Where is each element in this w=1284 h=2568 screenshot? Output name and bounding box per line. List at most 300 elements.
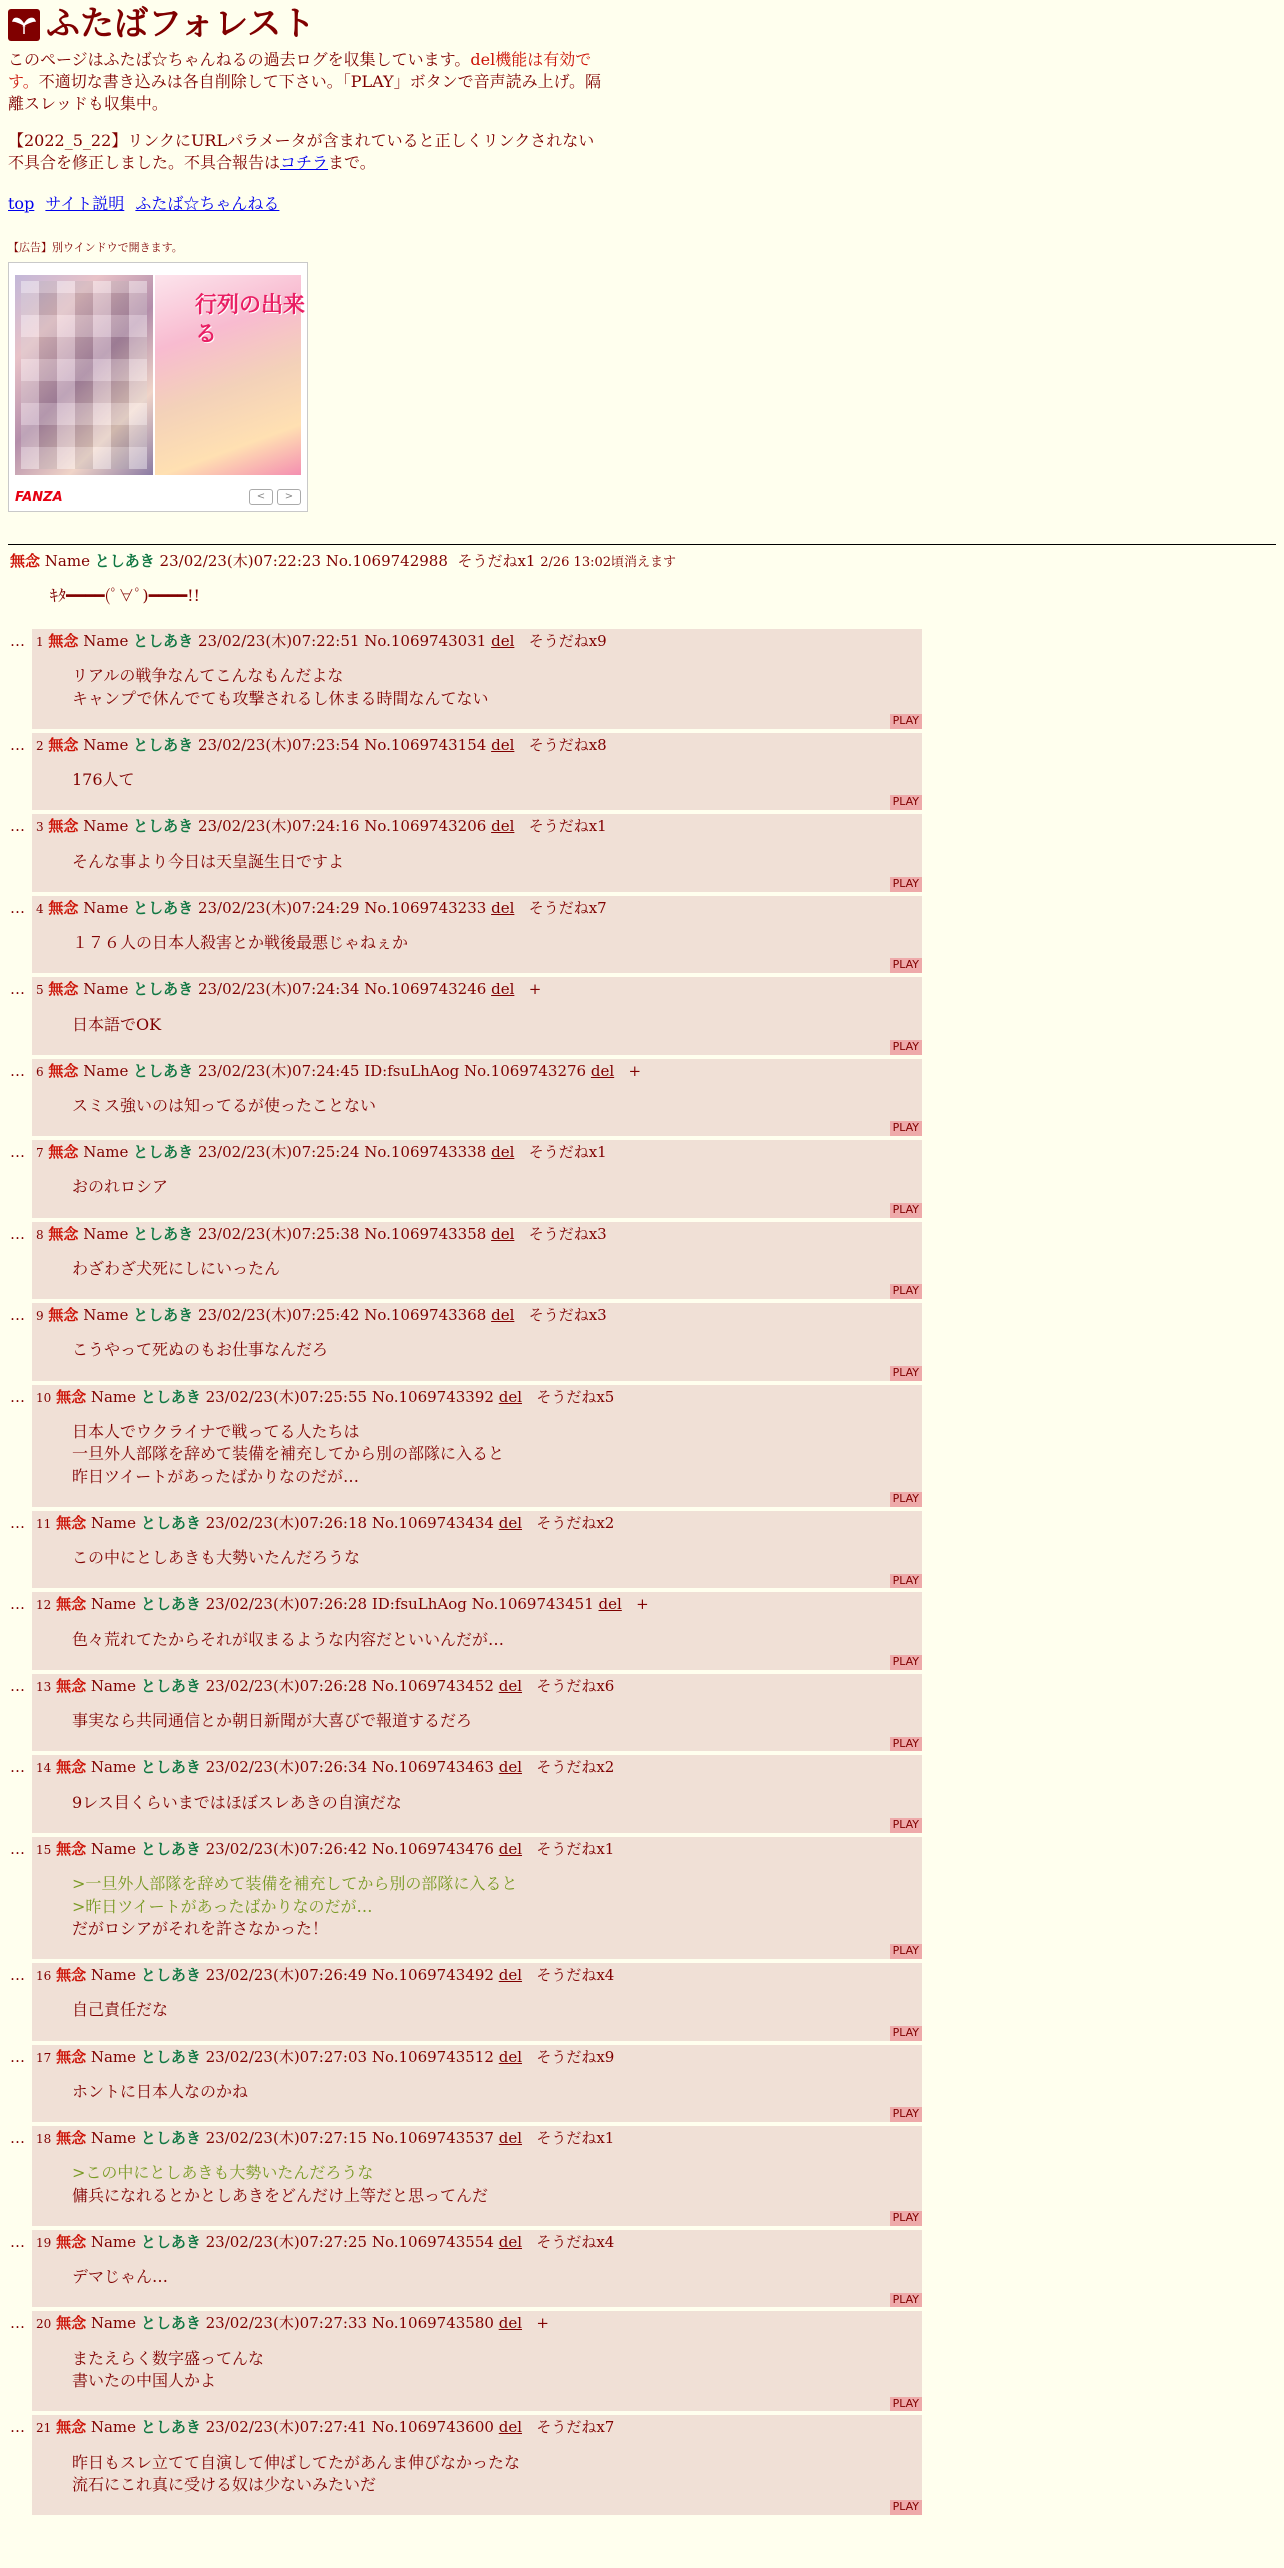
body-line: 日本語でOK [72, 1014, 162, 1034]
reply-header [36, 1387, 922, 1407]
reply-name: としあき [133, 631, 194, 650]
reply [32, 2230, 922, 2307]
reply-header [36, 735, 922, 755]
report-link[interactable]: コチラ [280, 152, 329, 172]
body-line: こうやって死ぬのもお仕事なんだろ [72, 1340, 329, 1360]
op-name-label: Name [44, 551, 90, 570]
reply [32, 896, 922, 973]
reply-body [72, 665, 922, 710]
soudane-button[interactable]: そうだねx2 [536, 1758, 615, 1777]
nav-links [8, 193, 1276, 215]
reply-header [36, 1513, 922, 1533]
reply-datetime: 23/02/23(木)07:25:38 [197, 1224, 360, 1243]
ad-banner[interactable] [8, 262, 308, 512]
reply-number[interactable]: No.1069743476 [371, 1839, 494, 1858]
soudane-button[interactable]: そうだねx3 [528, 1306, 607, 1325]
reply-header [36, 898, 922, 918]
reply-row [10, 1837, 1284, 1959]
reply-index: 19 [36, 2236, 52, 2250]
reply-row [10, 814, 1284, 891]
quote-line: >一旦外人部隊を辞めて装備を補充してから別の部隊に入ると [72, 1874, 518, 1894]
reply [32, 1140, 922, 1217]
op-body: ｷﾀ━━━━(ﾟ∀ﾟ)━━━━!! [50, 586, 200, 606]
op-datetime: 23/02/23(木)07:22:23 [159, 551, 321, 570]
reply-row [10, 2045, 1284, 2122]
reply-dots: … [10, 631, 25, 650]
body-line: 傭兵になれるとかとしあきをどんだけ上等だと思ってんだ [72, 2185, 489, 2205]
play-button[interactable]: PLAY [890, 1574, 922, 1589]
reply [32, 733, 922, 810]
reply-number[interactable]: No.1069743276 [464, 1061, 587, 1080]
play-button[interactable]: PLAY [890, 1366, 922, 1381]
reply-number[interactable]: No.1069743554 [371, 2233, 494, 2251]
soudane-button[interactable]: + [636, 1595, 649, 1614]
reply-subject: 無念 [48, 1306, 79, 1325]
reply-number[interactable]: No.1069743392 [371, 1387, 494, 1406]
play-wrap [36, 1040, 922, 1055]
reply-datetime: 23/02/23(木)07:25:42 [197, 1306, 360, 1325]
reply-number[interactable]: No.1069743154 [364, 735, 487, 754]
reply-row [10, 977, 1284, 1054]
reply-body [72, 1095, 922, 1117]
reply-name: としあき [140, 2047, 201, 2066]
reply-row [10, 1385, 1284, 1507]
reply-number[interactable]: No.1069743537 [371, 2129, 494, 2148]
reply-subject: 無念 [56, 2418, 87, 2437]
del-link[interactable]: del [498, 1387, 523, 1406]
reply-name-label: Name [90, 2129, 137, 2148]
soudane-button[interactable]: そうだねx9 [528, 631, 607, 650]
del-link[interactable]: del [498, 2314, 523, 2333]
play-wrap [36, 2293, 922, 2308]
op-expire: 2/26 13:02頃消えます [540, 554, 677, 570]
reply-name-label: Name [90, 2418, 137, 2437]
reply [32, 2415, 922, 2515]
play-wrap [36, 1492, 922, 1507]
del-link[interactable]: del [491, 898, 515, 917]
bugfix-notice [8, 130, 608, 173]
play-button[interactable]: PLAY [890, 2397, 922, 2412]
reply-number[interactable]: No.1069743031 [364, 631, 487, 650]
reply-datetime: 23/02/23(木)07:22:51 [197, 631, 360, 650]
reply-row [10, 733, 1284, 810]
reply-index: 4 [36, 901, 44, 916]
reply-dots: … [10, 1061, 25, 1080]
del-link[interactable]: del [590, 1061, 615, 1080]
op-header [10, 551, 1284, 572]
play-button[interactable]: PLAY [890, 1492, 922, 1507]
body-line: 事実なら共同通信とか朝日新聞が大喜びで報道するだろ [72, 1711, 473, 1731]
reply-id: ID:fsuLhAog [364, 1061, 460, 1080]
reply-subject: 無念 [48, 1224, 79, 1243]
reply-dots: … [10, 817, 25, 836]
reply-body [72, 1258, 922, 1280]
del-link[interactable]: del [498, 2233, 523, 2251]
reply [32, 1303, 922, 1380]
reply-body [72, 932, 922, 954]
reply-row [10, 1674, 1284, 1751]
reply-number[interactable]: No.1069743434 [371, 1513, 494, 1532]
soudane-button[interactable]: そうだねx7 [528, 898, 607, 917]
soudane-button[interactable]: そうだねx1 [536, 2129, 615, 2148]
reply-dots: … [10, 735, 25, 754]
reply-name: としあき [140, 1676, 201, 1695]
play-button[interactable]: PLAY [890, 1818, 922, 1833]
reply-name: としあき [133, 1061, 194, 1080]
body-line: 176人て [72, 770, 135, 790]
play-button[interactable]: PLAY [890, 1944, 922, 1959]
reply-index: 7 [36, 1146, 44, 1161]
ad-prev-button[interactable]: < [249, 489, 273, 505]
reply [32, 1755, 922, 1832]
reply [32, 2045, 922, 2122]
reply-body [72, 1710, 922, 1732]
body-line: 昨日もスレ立てて自演して伸ばしてたがあんま伸びなかったな [72, 2452, 521, 2472]
play-button[interactable]: PLAY [890, 2211, 922, 2226]
reply-row [10, 1140, 1284, 1217]
reply-index: 6 [36, 1064, 44, 1079]
reply-name: としあき [140, 2418, 201, 2437]
reply-body [72, 769, 922, 791]
reply-body [72, 1339, 922, 1361]
soudane-button[interactable]: そうだねx5 [536, 1387, 615, 1406]
reply-dots: … [10, 1676, 25, 1695]
nav-futaba-link[interactable]: ふたば☆ちゃんねる [135, 194, 280, 214]
play-button[interactable]: PLAY [890, 2500, 922, 2515]
reply-index: 16 [36, 1969, 52, 1984]
reply-name-label: Name [90, 1387, 137, 1406]
reply-body [72, 2266, 922, 2288]
reply-header [36, 1757, 922, 1777]
header [0, 0, 1284, 512]
del-link[interactable]: del [491, 1224, 515, 1243]
play-wrap [36, 1121, 922, 1136]
reply-number[interactable]: No.1069743368 [364, 1306, 487, 1325]
del-link[interactable]: del [498, 1839, 523, 1858]
ad-nav [249, 489, 301, 505]
play-wrap [36, 2211, 922, 2226]
soudane-button[interactable]: そうだねx6 [536, 1676, 615, 1695]
play-button[interactable]: PLAY [890, 1737, 922, 1752]
del-link[interactable]: del [498, 1513, 523, 1532]
body-line: 昨日ツイートがあったばかりなのだが… [72, 1466, 360, 1486]
soudane-button[interactable]: そうだねx9 [536, 2047, 615, 2066]
play-wrap [36, 1284, 922, 1299]
play-button[interactable]: PLAY [890, 1121, 922, 1136]
soudane-button[interactable]: そうだねx8 [528, 735, 607, 754]
reply-row [10, 2415, 1284, 2515]
reply-number[interactable]: No.1069743358 [364, 1224, 487, 1243]
play-button[interactable]: PLAY [890, 2293, 922, 2308]
reply [32, 1222, 922, 1299]
reply-body [72, 1176, 922, 1198]
soudane-button[interactable]: そうだねx1 [528, 1143, 607, 1162]
reply-dots: … [10, 2314, 25, 2333]
reply-list [10, 629, 1284, 2515]
reply-number[interactable]: No.1069743452 [371, 1676, 494, 1695]
reply-row [10, 1592, 1284, 1669]
reply-name-label: Name [90, 2233, 137, 2251]
reply-name-label: Name [83, 631, 129, 650]
reply-datetime: 23/02/23(木)07:25:55 [205, 1387, 368, 1406]
reply-name: としあき [140, 1387, 201, 1406]
del-link[interactable]: del [498, 1966, 523, 1985]
reply-number[interactable]: No.1069743233 [364, 898, 487, 917]
reply-subject: 無念 [48, 1061, 79, 1080]
reply [32, 814, 922, 891]
op-subject: 無念 [10, 551, 41, 570]
reply-subject: 無念 [48, 980, 79, 999]
reply-row [10, 1963, 1284, 2040]
ad-image-left[interactable] [15, 275, 153, 475]
play-button[interactable]: PLAY [890, 1284, 922, 1299]
reply [32, 2311, 922, 2411]
quote-line: >昨日ツイートがあったばかりなのだが… [72, 1896, 373, 1916]
reply-name: としあき [140, 1966, 201, 1985]
reply-body [72, 1792, 922, 1814]
play-wrap [36, 1574, 922, 1589]
reply-number[interactable]: No.1069743512 [371, 2047, 494, 2066]
reply-name-label: Name [83, 735, 129, 754]
soudane-button[interactable]: そうだねx4 [536, 2233, 615, 2251]
reply-dots: … [10, 2047, 25, 2066]
reply-body [72, 1547, 922, 1569]
soudane-button[interactable]: + [528, 980, 542, 999]
reply-subject: 無念 [56, 2233, 87, 2251]
reply-header [36, 2232, 922, 2252]
play-button[interactable]: PLAY [890, 2107, 922, 2122]
body-line: キャンプで休んでても攻撃されるし休まる時間なんてない [72, 688, 489, 708]
reply-body [72, 2162, 922, 2207]
reply [32, 977, 922, 1054]
play-wrap [36, 1655, 922, 1670]
reply-number[interactable]: No.1069743600 [371, 2418, 494, 2437]
reply-body [72, 1014, 922, 1036]
reply-subject: 無念 [48, 898, 79, 917]
play-wrap [36, 2397, 922, 2412]
soudane-button[interactable]: そうだねx1 [528, 817, 607, 836]
del-link[interactable]: del [498, 1676, 523, 1695]
thread [0, 545, 1284, 2515]
soudane-button[interactable]: そうだねx1 [536, 1839, 615, 1858]
del-link[interactable]: del [498, 2129, 523, 2148]
del-link[interactable]: del [491, 1306, 515, 1325]
body-line: わざわざ犬死にしにいったん [72, 1258, 281, 1278]
intro-text [8, 49, 608, 114]
reply-dots: … [10, 1306, 25, 1325]
reply-row [10, 629, 1284, 729]
reply-header [36, 979, 922, 999]
ad-next-button[interactable]: > [277, 489, 301, 505]
reply-subject: 無念 [48, 631, 79, 650]
reply-name-label: Name [90, 1758, 137, 1777]
reply-name: としあき [133, 817, 194, 836]
reply-datetime: 23/02/23(木)07:26:49 [205, 1966, 368, 1985]
del-link[interactable]: del [498, 1758, 523, 1777]
reply-index: 12 [36, 1598, 52, 1613]
reply [32, 1059, 922, 1136]
soudane-button[interactable]: そうだねx7 [536, 2418, 615, 2437]
reply-header [36, 1965, 922, 1985]
reply-row [10, 1511, 1284, 1588]
reply-body [72, 2081, 922, 2103]
reply-index: 8 [36, 1227, 44, 1242]
reply-name: としあき [140, 1758, 201, 1777]
reply-row [10, 896, 1284, 973]
play-wrap [36, 714, 922, 729]
reply-number[interactable]: No.1069743463 [371, 1758, 494, 1777]
body-line: １７６人の日本人殺害とか戦後最悪じゃねぇか [72, 933, 409, 953]
reply-subject: 無念 [48, 1143, 79, 1162]
play-button[interactable]: PLAY [890, 795, 922, 810]
play-button[interactable]: PLAY [890, 958, 922, 973]
soudane-button[interactable]: そうだねx3 [528, 1224, 607, 1243]
del-link[interactable]: del [498, 2418, 523, 2437]
reply-name: としあき [140, 1513, 201, 1532]
play-button[interactable]: PLAY [890, 1655, 922, 1670]
reply-subject: 無念 [48, 817, 79, 836]
reply-header [36, 1142, 922, 1162]
del-link[interactable]: del [491, 631, 515, 650]
reply-number[interactable]: No.1069743451 [471, 1595, 594, 1614]
site-title [8, 6, 1276, 43]
reply-header [36, 2128, 922, 2148]
reply-name-label: Name [83, 898, 129, 917]
reply-number[interactable]: No.1069743492 [371, 1966, 494, 1985]
reply [32, 1837, 922, 1959]
reply-name: としあき [140, 1595, 201, 1614]
reply-name-label: Name [90, 1966, 137, 1985]
reply-datetime: 23/02/23(木)07:27:41 [205, 2418, 368, 2437]
play-wrap [36, 795, 922, 810]
fanza-logo: FANZA [15, 490, 63, 506]
op-soudane[interactable]: そうだねx1 [457, 551, 536, 570]
play-button[interactable]: PLAY [890, 2026, 922, 2041]
reply-index: 2 [36, 738, 44, 753]
reply-dots: … [10, 2418, 25, 2437]
reply-name-label: Name [83, 1306, 129, 1325]
del-link[interactable]: del [498, 2047, 523, 2066]
reply [32, 1674, 922, 1751]
reply-header [36, 631, 922, 651]
reply-row [10, 1059, 1284, 1136]
play-button[interactable]: PLAY [890, 714, 922, 729]
reply-subject: 無念 [56, 1966, 87, 1985]
reply-number[interactable]: No.1069743206 [364, 817, 487, 836]
reply-index: 11 [36, 1516, 52, 1531]
play-button[interactable]: PLAY [890, 1040, 922, 1055]
reply-name: としあき [133, 1224, 194, 1243]
reply [32, 1511, 922, 1588]
del-link[interactable]: del [598, 1595, 622, 1614]
intro-part-b: 不適切な書き込みは各自削除して下さい。「PLAY」ボタンで音声読み上げ。隔離スレッドも収集中。 [8, 71, 601, 113]
reply-header [36, 816, 922, 836]
reply-name: としあき [133, 898, 194, 917]
reply-header [36, 2313, 922, 2333]
reply-name: としあき [140, 1839, 201, 1858]
soudane-button[interactable]: + [536, 2314, 549, 2333]
del-link[interactable]: del [491, 980, 515, 999]
reply-number[interactable]: No.1069743246 [364, 980, 487, 999]
reply-dots: … [10, 1839, 25, 1858]
del-link[interactable]: del [491, 1143, 515, 1162]
reply-header [36, 1594, 922, 1614]
play-wrap [36, 2500, 922, 2515]
reply-name-label: Name [90, 2047, 137, 2066]
reply-row [10, 1222, 1284, 1299]
reply-subject: 無念 [56, 2314, 87, 2333]
reply-index: 18 [36, 2132, 52, 2147]
reply-name-label: Name [90, 2314, 137, 2333]
notice-text: 【2022_5_22】リンクにURLパラメータが含まれていると正しくリンクされない不具合を修正しました。不具合報告は [8, 131, 595, 172]
play-wrap [36, 2107, 922, 2122]
play-button[interactable]: PLAY [890, 1203, 922, 1218]
reply-name: としあき [140, 2314, 201, 2333]
reply-datetime: 23/02/23(木)07:27:15 [205, 2129, 368, 2148]
reply-body [72, 2452, 922, 2497]
reply-subject: 無念 [56, 1595, 87, 1614]
body-line: 書いたの中国人かよ [72, 2371, 217, 2391]
reply-dots: … [10, 1966, 25, 1985]
reply-row [10, 1755, 1284, 1832]
reply-header [36, 1305, 922, 1325]
nav-top-link[interactable]: top [8, 194, 35, 214]
reply-number[interactable]: No.1069743338 [364, 1143, 487, 1162]
play-wrap [36, 958, 922, 973]
del-link[interactable]: del [491, 735, 515, 754]
reply-subject: 無念 [56, 2129, 87, 2148]
body-line: そんな事より今日は天皇誕生日ですよ [72, 851, 345, 871]
reply-datetime: 23/02/23(木)07:25:24 [197, 1143, 360, 1162]
soudane-button[interactable]: + [628, 1061, 642, 1080]
reply-datetime: 23/02/23(木)07:27:25 [205, 2233, 368, 2251]
reply-name-label: Name [83, 1061, 129, 1080]
soudane-button[interactable]: そうだねx4 [536, 1966, 615, 1985]
reply-datetime: 23/02/23(木)07:26:34 [205, 1758, 368, 1777]
reply-datetime: 23/02/23(木)07:24:16 [197, 817, 360, 836]
reply-index: 5 [36, 983, 44, 998]
soudane-button[interactable]: そうだねx2 [536, 1513, 615, 1532]
reply-subject: 無念 [56, 1758, 87, 1777]
nav-about-link[interactable]: サイト説明 [45, 194, 125, 214]
reply-datetime: 23/02/23(木)07:26:42 [205, 1839, 368, 1858]
reply-dots: … [10, 1595, 25, 1614]
reply-datetime: 23/02/23(木)07:24:34 [197, 980, 360, 999]
reply-datetime: 23/02/23(木)07:26:18 [205, 1513, 368, 1532]
notice-tail: まで。 [328, 152, 376, 172]
del-link[interactable]: del [491, 817, 515, 836]
reply-index: 10 [36, 1390, 52, 1405]
play-wrap [36, 1366, 922, 1381]
reply-dots: … [10, 2233, 25, 2251]
reply-number[interactable]: No.1069743580 [371, 2314, 494, 2333]
reply-name-label: Name [83, 1224, 129, 1243]
body-line: デマじゃん… [72, 2267, 169, 2287]
reply-datetime: 23/02/23(木)07:24:29 [197, 898, 360, 917]
reply-subject: 無念 [56, 1676, 87, 1695]
reply-id: ID:fsuLhAog [371, 1595, 467, 1614]
play-button[interactable]: PLAY [890, 877, 922, 892]
reply-datetime: 23/02/23(木)07:23:54 [197, 735, 360, 754]
reply-body [72, 2348, 922, 2393]
play-wrap [36, 2026, 922, 2041]
body-line: リアルの戦争なんてこんなもんだよな [72, 666, 344, 686]
reply-body [72, 1421, 922, 1488]
play-wrap [36, 1737, 922, 1752]
reply-datetime: 23/02/23(木)07:24:45 [197, 1061, 360, 1080]
reply-datetime: 23/02/23(木)07:26:28 [205, 1595, 368, 1614]
reply [32, 1385, 922, 1507]
